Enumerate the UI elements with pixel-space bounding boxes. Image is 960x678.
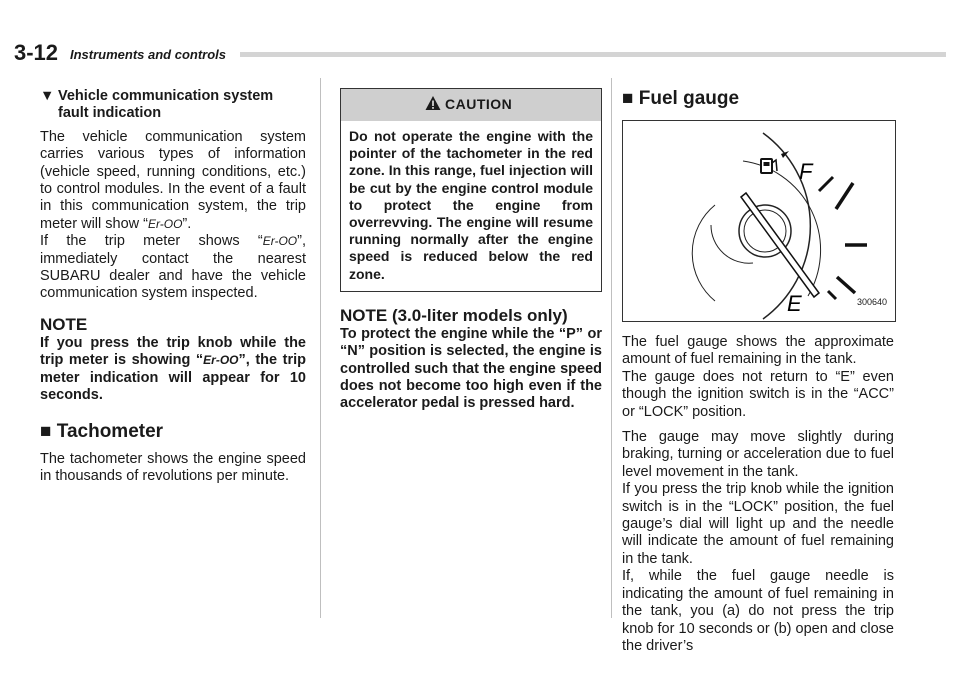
caution-header: [341, 89, 601, 121]
note-text: If you press the trip knob while the trip meter is showing “Er-OO”, the trip meter indication will appear for 10 seconds.: [40, 334, 306, 404]
fuel-pump-icon: [761, 151, 789, 173]
square-bullet-icon: ■: [40, 420, 57, 442]
column-divider: [320, 78, 321, 618]
figure-code: 300640: [856, 296, 887, 307]
gauge-full-label: F: [799, 159, 813, 184]
section-heading: ■ Tachometer: [40, 420, 164, 442]
paragraph: The vehicle communication system carries various types of information (vehicle speed, running conditions, etc.) to control modules. In the event of a fault in this communication system, the trip meter will show “Er-OO”.: [40, 128, 306, 232]
gauge-empty-label: E: [787, 291, 802, 316]
triangle-bullet-icon: ▼: [40, 88, 55, 104]
column-right: [622, 88, 894, 655]
note-text: To protect the engine while the “P” or “N” position is selected, the engine is controlled such that the engine speed does not become too high even if the accelerator pedal is pressed hard.: [340, 325, 602, 412]
fault-code: Er-OO: [147, 216, 183, 231]
fuel-gauge-figure: [622, 120, 896, 322]
subsection-heading: ▼ Vehicle communication system fault indication: [40, 88, 274, 122]
note-heading: NOTE (3.0-liter models only): [340, 305, 568, 325]
caution-box: [340, 88, 602, 292]
column-middle: [340, 88, 602, 413]
section-title: Instruments and controls: [70, 47, 227, 62]
paragraph: The gauge may move slightly during braking, turning or acceleration due to fuel level movement in the tank.: [622, 429, 894, 480]
square-bullet-icon: ■: [622, 88, 639, 109]
note-heading: NOTE: [40, 314, 88, 334]
fault-code: Er-OO: [262, 234, 298, 249]
page-number: 3-12: [14, 40, 59, 65]
header-bar: [240, 52, 946, 57]
paragraph: The gauge does not return to “E” even though the ignition switch is in the “ACC” or “LOCK” position.: [622, 368, 894, 420]
column-left: [40, 88, 306, 485]
paragraph: If the trip meter shows “Er-OO”, immediately contact the nearest SUBARU dealer and have the vehicle communication system inspected.: [40, 233, 306, 302]
paragraph: The tachometer shows the engine speed in thousands of revolutions per minute.: [40, 450, 306, 484]
paragraph: If, while the fuel gauge needle is indicating the amount of fuel remaining in the tank, you (a) do not press the trip knob for 10 seconds or (b) open and close the driver’s: [622, 568, 894, 654]
fault-code: Er-OO: [203, 353, 239, 368]
section-heading: ■ Fuel gauge: [622, 88, 740, 109]
fuel-gauge-illustration: [623, 121, 895, 321]
caution-text: Do not operate the engine with the pointer of the tachometer in the red zone. In this range, fuel injection will be cut by the engine control module to protect the engine from overrevving. The engine will resume running normally after the engine speed is reduced below the red zone.: [349, 128, 593, 282]
paragraph: If you press the trip knob while the ignition switch is in the “LOCK” position, the fuel gauge’s dial will light up and the needle will indicate the amount of fuel remaining in the tank.: [622, 481, 894, 567]
caution-label: CAUTION: [445, 96, 513, 112]
column-divider: [611, 78, 612, 618]
warning-icon: [425, 95, 441, 111]
paragraph: The fuel gauge shows the approximate amount of fuel remaining in the tank.: [622, 334, 894, 368]
